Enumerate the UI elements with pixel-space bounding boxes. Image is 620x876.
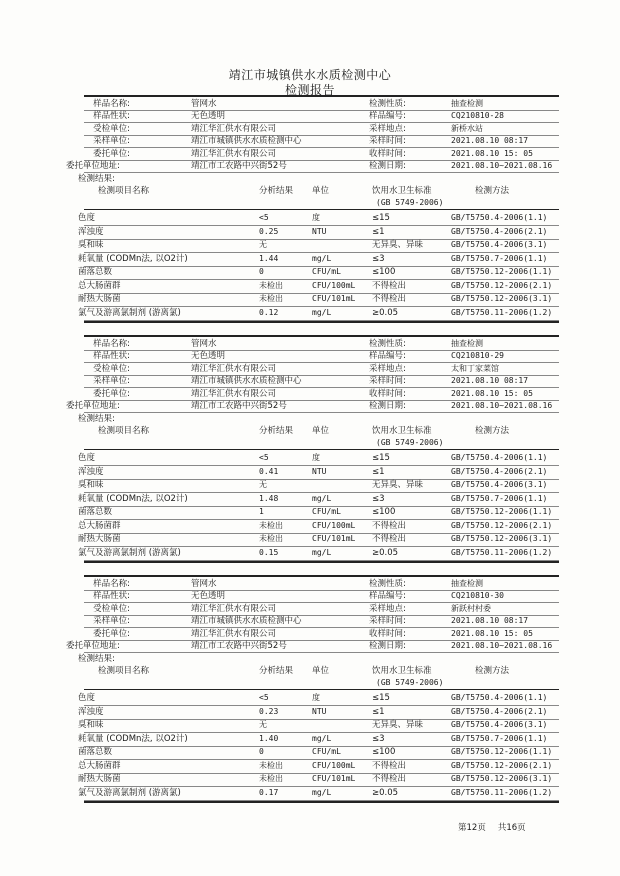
result-value: 未检出 — [259, 760, 283, 770]
result-value: 无 — [259, 720, 267, 729]
result-value: 0.41 — [259, 466, 279, 476]
col-header-standard: 饮用水卫生标准 — [372, 186, 432, 196]
item-name: 总大肠菌群 — [78, 280, 121, 291]
info-value: 靖江市城镇供水水质检测中心 — [191, 616, 302, 627]
standard-value: 不得检出 — [372, 280, 407, 291]
col-header-standard-code: (GB 5749-2006) — [376, 438, 444, 447]
info-value: 管网水 — [191, 579, 217, 589]
info-label: 委托单位地址: — [66, 401, 120, 411]
info-label: 委托单位: — [93, 388, 130, 399]
info-value: 管网水 — [191, 99, 217, 109]
standard-value: ≤15 — [372, 453, 390, 463]
info-label: 委托单位: — [93, 148, 130, 159]
method-value: GB/T5750.4-2006(3.1) — [451, 480, 548, 489]
info-label: 收样时间: — [369, 388, 406, 399]
item-name: 臭和味 — [78, 720, 104, 730]
info-label: 受检单位: — [93, 123, 130, 134]
unit-value: CFU/101mL — [312, 774, 356, 783]
standard-value: 不得检出 — [372, 534, 407, 544]
info-label: 检测日期: — [369, 641, 406, 651]
info-value: 2021.08.10 08:17 — [451, 376, 529, 386]
standard-value: 不得检出 — [372, 760, 407, 771]
block-bottom-rule — [84, 561, 559, 563]
result-value: 1.44 — [259, 253, 279, 263]
info-value: 无色透明 — [191, 111, 226, 122]
unit-value: CFU/mL — [312, 267, 341, 276]
result-value: 1 — [259, 507, 264, 516]
result-value: 0.12 — [259, 307, 279, 317]
unit-value: CFU/101mL — [312, 534, 356, 543]
header-rule — [84, 209, 559, 210]
info-label: 检测日期: — [369, 401, 406, 411]
page-total: 共16页 — [497, 823, 526, 833]
method-value: GB/T5750.4-2006(1.1) — [451, 693, 548, 702]
info-value: 无色透明 — [191, 591, 226, 602]
info-label: 检测日期: — [369, 161, 406, 171]
item-name: 菌落总数 — [78, 747, 113, 757]
method-value: GB/T5750.12-2006(3.1) — [451, 294, 553, 303]
col-header-standard: 饮用水卫生标准 — [372, 666, 432, 676]
info-label: 委托单位地址: — [66, 161, 120, 171]
standard-value: ≤3 — [372, 733, 385, 744]
report-block — [66, 335, 559, 575]
standard-value: ≤3 — [372, 493, 385, 504]
item-name: 臭和味 — [78, 480, 104, 490]
block-bottom-rule — [84, 321, 559, 323]
result-value: 0.25 — [259, 226, 279, 236]
info-value: 靖江市工农路中兴街52号 — [191, 641, 287, 651]
info-value: 靖江市工农路中兴街52号 — [191, 161, 287, 171]
info-label: 样品编号: — [369, 591, 406, 602]
info-label: 检测性质: — [369, 339, 406, 349]
standard-value: ≤100 — [372, 747, 396, 757]
standard-value: ≤1 — [372, 706, 385, 717]
row-rule — [84, 172, 559, 173]
method-value: GB/T5750.12-2006(1.1) — [451, 747, 553, 756]
col-header-unit: 单位 — [312, 186, 330, 196]
col-header-result: 分析结果 — [259, 666, 294, 676]
report-org-title: 靖江市城镇供水水质检测中心 — [228, 68, 392, 82]
method-value: GB/T5750.4-2006(1.1) — [451, 453, 548, 462]
info-value: 2021.08.10~2021.08.16 — [451, 641, 553, 650]
info-value: 管网水 — [191, 339, 217, 349]
item-name: 色度 — [78, 213, 96, 223]
standard-value: ≤3 — [372, 253, 385, 264]
info-value: 靖江华汇供水有限公司 — [191, 123, 277, 134]
method-value: GB/T5750.4-2006(3.1) — [451, 720, 548, 729]
unit-value: CFU/100mL — [312, 760, 356, 770]
item-name: 总大肠菌群 — [78, 760, 121, 771]
method-value: GB/T5750.4-2006(2.1) — [451, 226, 548, 236]
col-header-method: 检测方法 — [475, 666, 510, 676]
item-name: 臭和味 — [78, 240, 104, 250]
info-label: 检测性质: — [369, 579, 406, 589]
item-name: 菌落总数 — [78, 267, 113, 277]
info-value: 抽查检测 — [451, 99, 483, 108]
unit-value: NTU — [312, 466, 327, 476]
col-header-unit: 单位 — [312, 426, 330, 436]
method-value: GB/T5750.7-2006(1.1) — [451, 733, 548, 743]
info-value: 2021.08.10 15: 05 — [451, 388, 533, 398]
unit-value: 度 — [312, 213, 320, 222]
standard-value: 不得检出 — [372, 294, 407, 304]
info-label: 样品名称: — [93, 339, 130, 349]
unit-value: CFU/mL — [312, 747, 341, 756]
result-value: 未检出 — [259, 520, 283, 530]
results-heading: 检测结果: — [78, 414, 115, 424]
standard-value: ≥0.05 — [372, 547, 399, 558]
info-label: 样品性状: — [93, 591, 130, 602]
item-name: 耗氧量 (CODMn法, 以O2计) — [78, 253, 188, 264]
item-name: 耐热大肠菌 — [78, 774, 121, 784]
row-rule — [84, 412, 559, 413]
result-value: 0.23 — [259, 706, 279, 716]
result-value: 0.17 — [259, 787, 279, 797]
unit-value: CFU/100mL — [312, 520, 356, 530]
item-name: 浑浊度 — [78, 706, 104, 717]
col-header-item: 检测项目名称 — [98, 186, 150, 196]
unit-value: 度 — [312, 453, 320, 462]
method-value: GB/T5750.4-2006(2.1) — [451, 466, 548, 476]
row-rule — [84, 652, 559, 653]
item-name: 氯气及游离氯制剂 (游离氯) — [78, 547, 181, 558]
result-value: 未检出 — [259, 534, 283, 543]
info-label: 样品编号: — [369, 111, 406, 122]
method-value: GB/T5750.12-2006(3.1) — [451, 534, 553, 543]
standard-value: 无异臭、异味 — [372, 480, 424, 490]
unit-value: mg/L — [312, 493, 332, 503]
results-heading: 检测结果: — [78, 654, 115, 664]
info-value: 无色透明 — [191, 351, 226, 362]
method-value: GB/T5750.11-2006(1.2) — [451, 547, 553, 557]
result-value: 1.48 — [259, 493, 279, 503]
standard-value: ≥0.05 — [372, 787, 399, 798]
info-value: 靖江华汇供水有限公司 — [191, 628, 277, 639]
col-header-method: 检测方法 — [475, 426, 510, 436]
result-value: 0 — [259, 747, 264, 756]
col-header-result: 分析结果 — [259, 186, 294, 196]
result-value: 未检出 — [259, 294, 283, 303]
info-value: 2021.08.10 15: 05 — [451, 628, 533, 638]
info-label: 采样单位: — [93, 616, 130, 627]
block-top-rule — [84, 95, 559, 97]
info-label: 采样地点: — [369, 363, 406, 374]
col-header-item: 检测项目名称 — [98, 426, 150, 436]
info-label: 样品性状: — [93, 111, 130, 122]
standard-value: ≥0.05 — [372, 307, 399, 318]
result-value: 无 — [259, 480, 267, 489]
method-value: GB/T5750.11-2006(1.2) — [451, 307, 553, 317]
method-value: GB/T5750.12-2006(2.1) — [451, 760, 553, 770]
report-block — [66, 575, 559, 815]
method-value: GB/T5750.12-2006(1.1) — [451, 267, 553, 276]
page-number: 第12页 — [458, 823, 486, 833]
info-value: 2021.08.10 08:17 — [451, 616, 529, 626]
info-value: 太和丁家菜馆 — [451, 363, 499, 373]
info-label: 委托单位: — [93, 628, 130, 639]
report-block — [66, 95, 559, 335]
row-rule — [84, 122, 559, 123]
standard-value: ≤1 — [372, 226, 385, 237]
unit-value: NTU — [312, 226, 327, 236]
info-label: 采样时间: — [369, 136, 406, 147]
col-header-standard-code: (GB 5749-2006) — [376, 678, 444, 687]
method-value: GB/T5750.12-2006(1.1) — [451, 507, 553, 516]
col-header-result: 分析结果 — [259, 426, 294, 436]
method-value: GB/T5750.4-2006(1.1) — [451, 213, 548, 222]
info-value: CQ210810-29 — [451, 351, 504, 361]
info-value: 靖江华汇供水有限公司 — [191, 363, 277, 374]
info-label: 采样地点: — [369, 123, 406, 134]
info-value: 2021.08.10 08:17 — [451, 136, 529, 146]
result-value: <5 — [259, 693, 269, 702]
standard-value: 不得检出 — [372, 520, 407, 531]
unit-value: 度 — [312, 693, 320, 702]
method-value: GB/T5750.11-2006(1.2) — [451, 787, 553, 797]
item-name: 总大肠菌群 — [78, 520, 121, 531]
result-value: 无 — [259, 240, 267, 249]
result-value: 0.15 — [259, 547, 279, 557]
item-name: 浑浊度 — [78, 226, 104, 237]
standard-value: ≤15 — [372, 693, 390, 703]
item-name: 耗氧量 (CODMn法, 以O2计) — [78, 493, 188, 504]
standard-value: 无异臭、异味 — [372, 240, 424, 250]
unit-value: CFU/mL — [312, 507, 341, 516]
standard-value: ≤15 — [372, 213, 390, 223]
info-value: 靖江华汇供水有限公司 — [191, 388, 277, 399]
report-subtitle: 检测报告 — [284, 83, 335, 97]
result-value: 未检出 — [259, 774, 283, 783]
col-header-unit: 单位 — [312, 666, 330, 676]
col-header-standard-code: (GB 5749-2006) — [376, 198, 444, 207]
item-name: 耐热大肠菌 — [78, 534, 121, 544]
info-value: CQ210810-28 — [451, 111, 504, 121]
item-name: 氯气及游离氯制剂 (游离氯) — [78, 787, 181, 798]
item-name: 浑浊度 — [78, 466, 104, 477]
info-value: 靖江市城镇供水水质检测中心 — [191, 376, 302, 387]
method-value: GB/T5750.12-2006(3.1) — [451, 774, 553, 783]
info-value: 新跃村村委 — [451, 603, 491, 613]
header-rule — [84, 689, 559, 690]
result-value: <5 — [259, 213, 269, 222]
item-name: 色度 — [78, 453, 96, 463]
info-value: 2021.08.10 15: 05 — [451, 148, 533, 158]
info-label: 样品名称: — [93, 99, 130, 109]
info-value: 靖江市工农路中兴街52号 — [191, 401, 287, 411]
method-value: GB/T5750.12-2006(2.1) — [451, 280, 553, 290]
col-header-method: 检测方法 — [475, 186, 510, 196]
col-header-standard: 饮用水卫生标准 — [372, 426, 432, 436]
unit-value: CFU/101mL — [312, 294, 356, 303]
method-value: GB/T5750.7-2006(1.1) — [451, 253, 548, 263]
info-value: 2021.08.10~2021.08.16 — [451, 401, 553, 410]
info-value: 2021.08.10~2021.08.16 — [451, 161, 553, 170]
info-value: 靖江华汇供水有限公司 — [191, 603, 277, 614]
method-value: GB/T5750.4-2006(2.1) — [451, 706, 548, 716]
standard-value: ≤100 — [372, 267, 396, 277]
method-value: GB/T5750.7-2006(1.1) — [451, 493, 548, 503]
info-value: 新桥水站 — [451, 123, 483, 133]
info-value: 抽查检测 — [451, 339, 483, 348]
info-label: 采样时间: — [369, 376, 406, 387]
info-label: 收样时间: — [369, 148, 406, 159]
col-header-item: 检测项目名称 — [98, 666, 150, 676]
info-value: 靖江华汇供水有限公司 — [191, 148, 277, 159]
results-heading: 检测结果: — [78, 174, 115, 184]
item-name: 色度 — [78, 693, 96, 703]
info-label: 样品编号: — [369, 351, 406, 362]
block-top-rule — [84, 335, 559, 337]
item-name: 氯气及游离氯制剂 (游离氯) — [78, 307, 181, 318]
unit-value: mg/L — [312, 307, 332, 317]
item-name: 耐热大肠菌 — [78, 294, 121, 304]
method-value: GB/T5750.4-2006(3.1) — [451, 240, 548, 249]
info-label: 采样单位: — [93, 136, 130, 147]
block-top-rule — [84, 575, 559, 577]
block-bottom-rule — [84, 801, 559, 803]
header-rule — [84, 449, 559, 450]
standard-value: ≤1 — [372, 466, 385, 477]
result-value: 1.40 — [259, 733, 279, 743]
method-value: GB/T5750.12-2006(2.1) — [451, 520, 553, 530]
unit-value: mg/L — [312, 253, 332, 263]
unit-value: CFU/100mL — [312, 280, 356, 290]
info-value: 靖江市城镇供水水质检测中心 — [191, 136, 302, 147]
info-label: 样品性状: — [93, 351, 130, 362]
standard-value: ≤100 — [372, 507, 396, 517]
info-value: 抽查检测 — [451, 579, 483, 588]
unit-value: NTU — [312, 706, 327, 716]
result-value: 0 — [259, 267, 264, 276]
standard-value: 无异臭、异味 — [372, 720, 424, 730]
standard-value: 不得检出 — [372, 774, 407, 784]
unit-value: mg/L — [312, 733, 332, 743]
info-label: 委托单位地址: — [66, 641, 120, 651]
info-label: 检测性质: — [369, 99, 406, 109]
info-value: CQ210810-30 — [451, 591, 504, 601]
info-label: 采样地点: — [369, 603, 406, 614]
info-label: 受检单位: — [93, 363, 130, 374]
unit-value: mg/L — [312, 547, 332, 557]
item-name: 耗氧量 (CODMn法, 以O2计) — [78, 733, 188, 744]
info-label: 受检单位: — [93, 603, 130, 614]
item-name: 菌落总数 — [78, 507, 113, 517]
info-label: 样品名称: — [93, 579, 130, 589]
result-value: 未检出 — [259, 280, 283, 290]
info-label: 采样单位: — [93, 376, 130, 387]
info-label: 采样时间: — [369, 616, 406, 627]
unit-value: mg/L — [312, 787, 332, 797]
page-footer — [458, 821, 538, 833]
info-label: 收样时间: — [369, 628, 406, 639]
result-value: <5 — [259, 453, 269, 462]
